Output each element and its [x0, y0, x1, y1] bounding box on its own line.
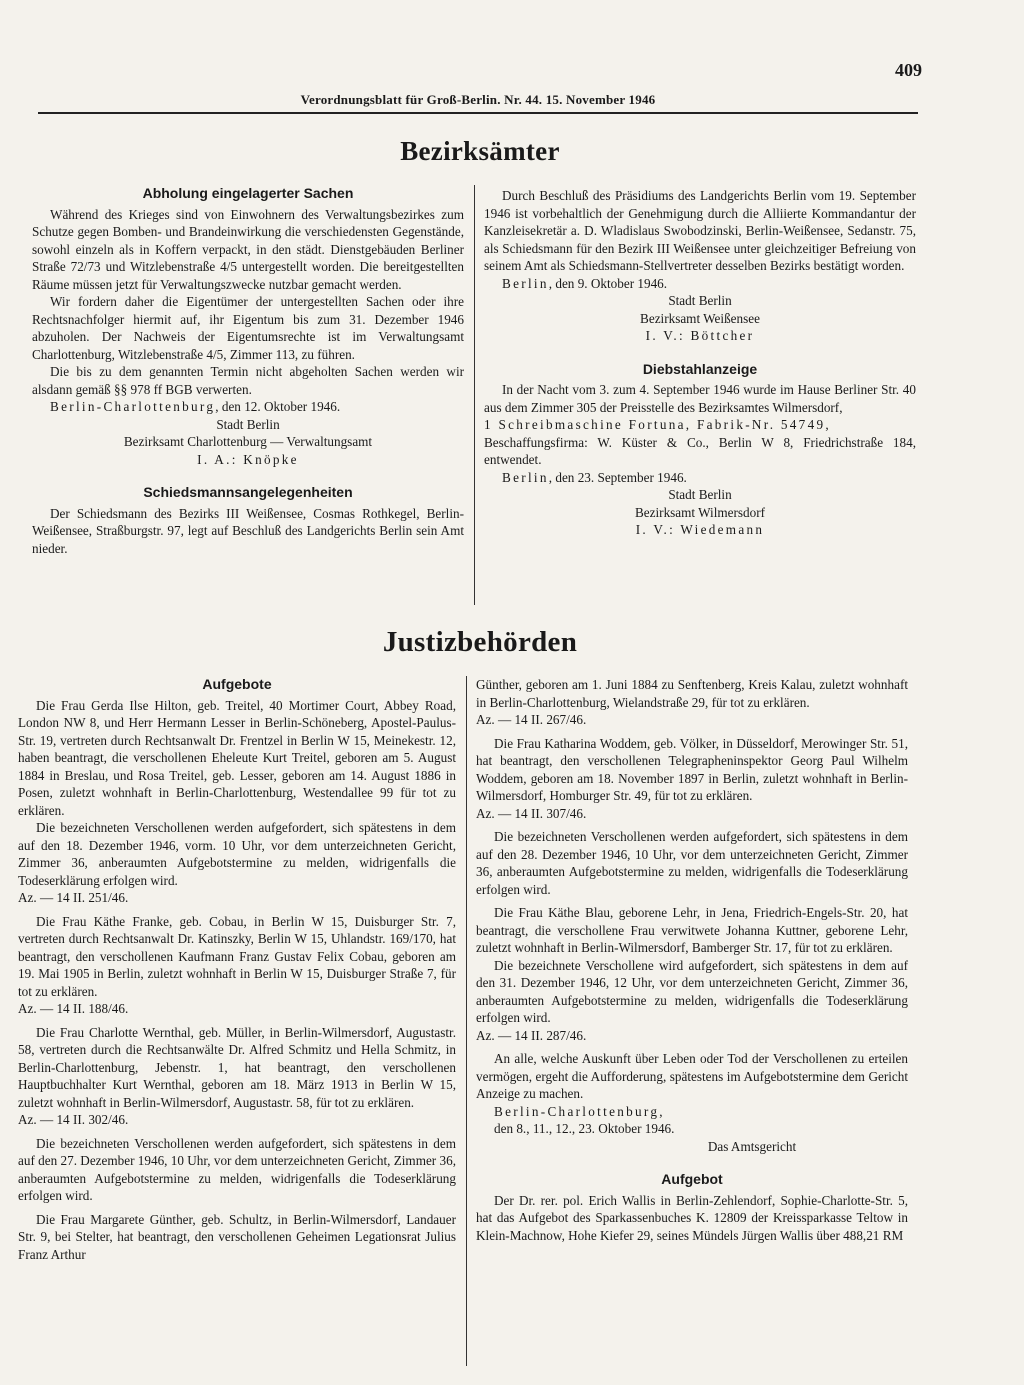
aufgebote-signature: Das Amtsgericht	[707, 1138, 797, 1154]
section-title-bezirksaemter: Bezirksämter	[400, 136, 560, 166]
abholung-signature-2: Bezirksamt Charlottenburg — Verwaltungsamt	[123, 434, 373, 449]
aufgebote-paragraph-5: Die bezeichneten Verschollenen werden aufgefordert, sich spätestens in dem auf den 27. Dezember 1946, 10 Uhr, vor dem unterzeichneten Gericht, Zimmer 36, anberaumten Aufgebotstermine zu melden, widrigenfalls die Todeserklärung erfolgen wird.	[18, 1135, 456, 1203]
bezirksaemter-left-column	[32, 181, 464, 557]
aufgebote-place: Berlin-Charlottenburg,	[494, 1103, 665, 1119]
heading-aufgebote: Aufgebote	[202, 676, 272, 692]
abholung-paragraph-2: Wir fordern daher die Eigentümer der untergestellten Sachen oder ihre Rechtsnachfolger hiermit auf, ihr Eigentum bis zum 31. Dezember 1946 abzuholen. Der Nachweis der Eigentumsrechte ist im Verwaltungsamt Charlottenburg, Witzlebenstraße 4/5, Zimmer 113, zu führen.	[32, 294, 464, 362]
beschluss-date: , den 9. Oktober 1946.	[548, 275, 668, 291]
aufgebote-az-4: Az. — 14 II. 267/46.	[476, 712, 587, 727]
heading-schiedsmann: Schiedsmannsangelegenheiten	[143, 484, 353, 500]
aufgebote-az-6: Az. — 14 II. 287/46.	[476, 1027, 587, 1043]
heading-abholung: Abholung eingelagerter Sachen	[142, 185, 354, 201]
section-title-justiz: Justizbehörden	[382, 626, 578, 658]
diebstahl-paragraph-1: In der Nacht vom 3. zum 4. September 1946 wurde im Hause Berliner Str. 40 aus dem Zimmer 305 der Preisstelle des Bezirksamtes Wilmersdorf,	[484, 382, 916, 415]
aufgebote-paragraph-2: Die bezeichneten Verschollenen werden aufgefordert, sich spätestens in dem auf den 18. Dezember 1946, vorm. 10 Uhr, vor dem unterzeichneten Gericht, Zimmer 36, anberaumten Aufgebotstermine zu melden, widrigenfalls die Todeserklärung erfolgen wird.	[18, 820, 456, 888]
aufgebote-paragraph-6: Die Frau Margarete Günther, geb. Schultz, in Berlin-Wilmersdorf, Landauer Str. 9, bei Stelter, hat beantragt, den verschollenen Geheimen Legationsrat Julius Franz Arthur	[18, 1211, 456, 1262]
aufgebote-date: den 8., 11., 12., 23. Oktober 1946.	[494, 1121, 675, 1136]
beschluss-place-date	[484, 275, 916, 293]
heading-diebstahl: Diebstahlanzeige	[642, 360, 758, 377]
abholung-signature-1: Stadt Berlin	[216, 416, 280, 432]
justiz-left-column	[18, 672, 456, 1263]
aufgebote-paragraph-10: Die Frau Käthe Blau, geborene Lehr, in Jena, Friedrich-Engels-Str. 20, hat beantragt, die verschollene Frau verwitwete Johanna Kuttner, geborene Lehr, zuletzt wohnhaft in Berlin-Wilmersdorf, Bamberger Str. 17, für tot zu erklären.	[476, 905, 908, 955]
justiz-right-column	[476, 676, 908, 1244]
diebstahl-place-date	[484, 469, 916, 487]
schiedsmann-paragraph: Der Schiedsmann des Bezirks III Weißensee, Cosmas Rothkegel, Berlin-Weißensee, Straßburgstr. 97, legt auf Beschluß des Landgerichts Berlin sein Amt nieder.	[32, 505, 464, 556]
abholung-place-date	[32, 398, 464, 416]
aufgebote-paragraph-4: Die Frau Charlotte Wernthal, geb. Müller, in Berlin-Wilmersdorf, Augustastr. 58, vertreten durch die Rechtsanwälte Dr. Alfred Schmitz und Hella Schmitz, in Berlin-Charlottenburg, Jebenstr. 1, hat beantragt, den verschollenen Hauptbuchhalter Kurt Wernthal, geboren am 18. März 1913 in Berlin W 15, zuletzt wohnhaft in Berlin-Wilmersdorf, Augustastr. 58, für tot zu erklären.	[18, 1024, 456, 1110]
aufgebote-az-3: Az. — 14 II. 302/46.	[18, 1112, 129, 1127]
abholung-signature-3: I. A.: Knöpke	[197, 451, 299, 467]
heading-aufgebot: Aufgebot	[661, 1171, 723, 1187]
header-rule	[38, 112, 918, 114]
abholung-date: , den 12. Oktober 1946.	[215, 399, 341, 414]
aufgebot-paragraph: Der Dr. rer. pol. Erich Wallis in Berlin-Zehlendorf, Sophie-Charlotte-Str. 5, hat das Aufgebot des Sparkassenbuches K. 12809 der Kreissparkasse Teltow in Klein-Machnow, Hohe Kiefer 29, seines Mündels Jürgen Wallis über 488,21 RM	[476, 1192, 908, 1243]
aufgebote-paragraph-7: Günther, geboren am 1. Juni 1884 zu Senftenberg, Kreis Kalau, zuletzt wohnhaft in Berlin-Charlottenburg, Wielandstraße 29, für tot zu erklären.	[476, 677, 908, 710]
aufgebote-paragraph-3: Die Frau Käthe Franke, geb. Cobau, in Berlin W 15, Duisburger Str. 7, vertreten durch Rechtsanwalt Dr. Katinszky, Berlin W 15, Uhlandstr. 169/170, hat beantragt, den verschollenen Kaufmann Franz Gustav Felix Cobau, geboren am 19. Mai 1905 in Berlin, zuletzt wohnhaft in Berlin W 15, Duisburger Straße 7, für tot zu erklären.	[18, 913, 456, 999]
beschluss-signature-3: I. V.: Böttcher	[645, 328, 755, 343]
diebstahl-signature-3: I. V.: Wiedemann	[635, 522, 765, 537]
aufgebote-az-1: Az. — 14 II. 251/46.	[18, 890, 129, 905]
diebstahl-paragraph-2: Beschaffungsfirma: W. Küster & Co., Berlin W 8, Friedrichstraße 184, entwendet.	[484, 434, 916, 467]
aufgebote-paragraph-9: Die bezeichneten Verschollenen werden aufgefordert, sich spätestens in dem auf den 28. Dezember 1946, 10 Uhr, vor dem unterzeichneten Gericht, Zimmer 36, anberaumten Aufgebotstermine zu melden, widrigenfalls die Todeserklärung erfolgen wird.	[476, 829, 908, 897]
aufgebote-az-5: Az. — 14 II. 307/46.	[476, 805, 587, 821]
diebstahl-signature-2: Bezirksamt Wilmersdorf	[635, 504, 765, 520]
bezirksaemter-right-column	[484, 187, 916, 539]
diebstahl-signature-1: Stadt Berlin	[668, 487, 732, 502]
running-head: Verordnungsblatt für Groß-Berlin. Nr. 44. 15. November 1946	[300, 92, 656, 107]
aufgebote-paragraph-12: An alle, welche Auskunft über Leben oder Tod der Verschollenen zu erteilen vermögen, ergeht die Aufforderung, spätestens im Aufgebotstermine dem Gericht Anzeige zu machen.	[476, 1051, 908, 1101]
aufgebote-paragraph-11: Die bezeichnete Verschollene wird aufgefordert, sich spätestens in dem auf den 31. Dezember 1946, 12 Uhr, vor dem unterzeichneten Gericht, Zimmer 36, anberaumten Aufgebotstermine zu melden, widrigenfalls die Todeserklärung erfolgen wird.	[476, 957, 908, 1025]
diebstahl-date: , den 23. September 1946.	[548, 469, 687, 485]
beschluss-paragraph: Durch Beschluß des Präsidiums des Landgerichts Berlin vom 19. September 1946 ist vorbehaltlich der Genehmigung durch die Alliierte Kommandantur der Kanzleisekretär a. D. Wladislaus Swobodzinski, Berlin-Weißensee, Sedanstr. 75, als Schiedsmann für den Bezirk III Weißensee unter gleichzeitiger Befreiung von seinem Amt als Schiedsmann-Stellvertreter desselben Bezirks bestätigt worden.	[484, 188, 916, 273]
abholung-place: Berlin-Charlottenburg	[50, 399, 216, 414]
diebstahl-item: 1 Schreibmaschine Fortuna, Fabrik-Nr. 54749,	[484, 417, 831, 432]
aufgebote-az-2: Az. — 14 II. 188/46.	[18, 1001, 129, 1016]
abholung-paragraph-1: Während des Krieges sind von Einwohnern des Verwaltungsbezirkes zum Schutze gegen Bomben- und Brandeinwirkung die verschiedensten Gegenstände, sowohl einzeln als in Koffern verpackt, in den städt. Dienstgebäuden Berliner Straße 72/73 und Witzlebenstraße 4/5 untergestellt worden. Die bereitgestellten Räume müssen jetzt für Verwaltungszwecke nutzbar gemacht werden.	[32, 206, 464, 292]
beschluss-signature-1: Stadt Berlin	[668, 293, 732, 308]
column-divider-top	[474, 185, 475, 605]
abholung-paragraph-3: Die bis zu dem genannten Termin nicht abgeholten Sachen werden wir alsdann gemäß §§ 978 ff BGB verwerten.	[32, 364, 464, 397]
beschluss-signature-2: Bezirksamt Weißensee	[640, 310, 760, 326]
beschluss-place: Berlin	[502, 275, 549, 291]
page-number: 409	[895, 60, 922, 80]
aufgebote-paragraph-8: Die Frau Katharina Woddem, geb. Völker, in Düsseldorf, Merowinger Str. 51, hat beantragt, den verschollenen Telegrapheninspektor Georg Paul Wilhelm Woddem, geboren am 18. November 1897 in Berlin, zuletzt wohnhaft in Berlin-Wilmersdorf, Homburger Str. 49, für tot zu erklären.	[476, 735, 908, 803]
column-divider-bottom	[466, 676, 467, 1366]
diebstahl-place: Berlin	[502, 469, 549, 485]
aufgebote-paragraph-1: Die Frau Gerda Ilse Hilton, geb. Treitel, 40 Mortimer Court, Abbey Road, London NW 8, und Herr Hermann Lesser in Berlin-Schöneberg, Apostel-Paulus-Str. 19, vertreten durch Rechtsanwalt Dr. Frentzel in Berlin W 15, Meinekestr. 12, haben beantragt, die verschollenen Eheleute Kurt Treitel, geboren am 5. August 1884 in Breslau, und Rosa Treitel, geb. Lesser, geboren am 14. August 1886 in Posen, zuletzt wohnhaft in Berlin-Charlottenburg, Westendallee 99 für tot zu erklären.	[18, 697, 456, 818]
